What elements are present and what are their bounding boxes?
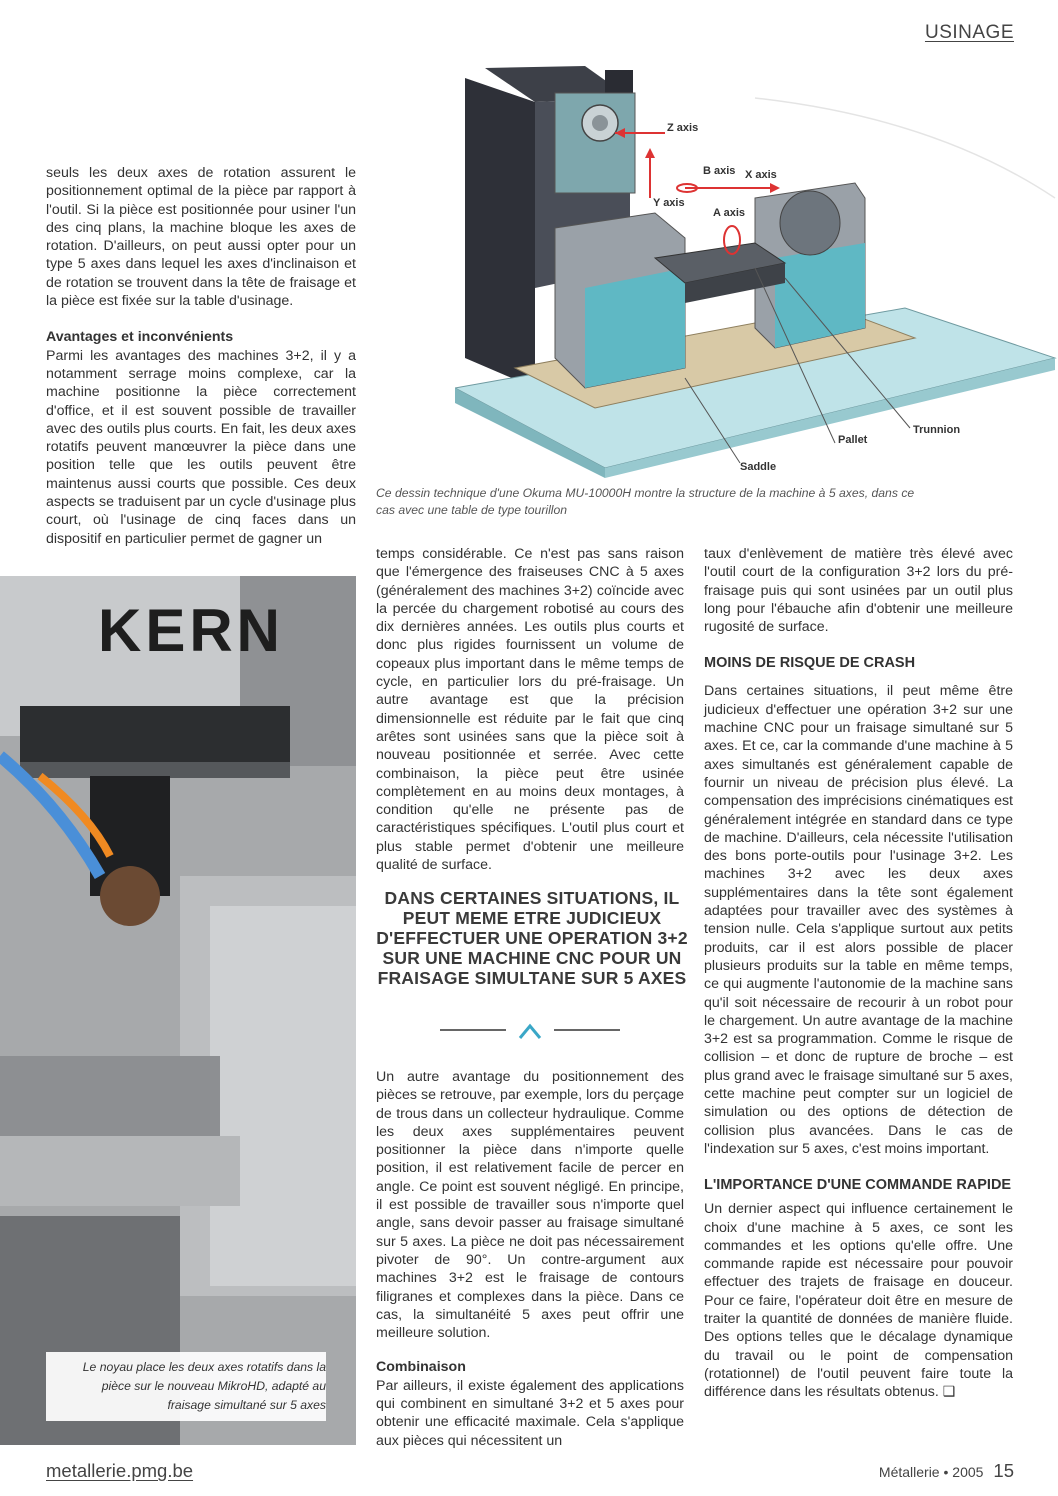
kern-machine-photo <box>0 576 356 1445</box>
end-mark-icon: ❑ <box>942 1384 956 1401</box>
issue-label: Métallerie • 2005 <box>878 1464 984 1480</box>
photo-caption: Le noyau place les deux axes rotatifs dans la pièce sur le nouveau MikroHD, adapté au fraisage simultané sur 5 axes <box>46 1352 326 1421</box>
figure-caption: Ce dessin technique d'une Okuma MU-10000H montre la structure de la machine à 5 axes, dans ce cas avec une table de type tourillon <box>376 486 915 517</box>
section-tag: USINAGE <box>924 22 1014 43</box>
y-axis-label: Y axis <box>653 197 685 209</box>
col3-heading-commande: L'IMPORTANCE D'UNE COMMANDE RAPIDE <box>704 1177 1012 1194</box>
kern-logo: KERN <box>98 597 285 664</box>
col2-subhead: Combinaison <box>376 1359 466 1376</box>
col3-heading-crash: MOINS DE RISQUE DE CRASH <box>704 655 916 672</box>
col2-p3: Par ailleurs, il existe également des applications qui combinent en simultané 3+2 et 5 axes pour obtenir une efficacité maximale. Cela s'applique aux pièces qui nécessitent un <box>376 1377 684 1449</box>
trunnion-label: Trunnion <box>913 424 961 436</box>
pull-quote-divider <box>440 1023 620 1043</box>
x-axis-label: X axis <box>745 169 777 181</box>
column-2-lower <box>376 1068 684 1450</box>
page-number: 15 <box>993 1460 1014 1481</box>
pull-quote: DANS CERTAINES SITUATIONS, IL PEUT MEME ETRE JUDICIEUX D'EFFECTUER UNE OPERATION 3+2 SUR UNE MACHINE CNC POUR UN FRAISAGE SIMULTANE SUR 5 AXES <box>376 888 688 988</box>
col3-p2: Dans certaines situations, il peut même être judicieux d'effectuer une opération 3+2 sur une machine CNC pour un fraisage simultané sur 5 axes. Et ce, car la commande d'une machine à 5 axes simultanés est généralement capable de fournir un niveau de précision plus élevé. La compensation des imprécisions cinématiques est généralement intégrée en standard dans ce type de machine. D'ailleurs, cela nécessite l'utilisation des bons porte-outils pour l'usinage 3+2. Les machines 3+2 avec les deux axes supplémentaires dans la tête sont également adaptées pour travailler avec des systèmes à tension nulle. Cela s'applique surtout aux petits produits, car il est alors possible de placer plusieurs produits sur la table en même temps, ce qui augmente l'autonomie de la machine sans qu'il soit nécessaire de recourir à un robot pour le chargement. Un autre avantage de la machine 3+2 est sa programmation. Comme le risque de collision – et donc de rupture de broche – est plus grand avec le fraisage simultané sur 5 axes, cette machine peut compter sur un logiciel de simulation ou des options de détection de collision plus avancées. Dans le cas de l'indexation sur 5 axes, c'est moins important. <box>704 683 1013 1157</box>
col2-p2: Un autre avantage du positionnement des pièces se retrouve, par exemple, lors du perçage de trous dans un collecteur hydraulique. Comme les deux axes supplémentaires peuvent positionner la pièce dans n'importe quelle position, il est relativement facile de percer en angle. Ce point est souvent négligé. En principe, il est possible de travailler sous n'importe quel angle, sans devoir passer au fraisage simultané sur 5 axes. La pièce ne doit pas nécessairement pivoter de 90°. Un contre-argument aux machines 3+2 est le fraisage de contours filigranes et complexes dans la pièce. Dans ce cas, la simultanéité 5 axes peut offrir une meilleure solution. <box>376 1069 684 1342</box>
col1-intro: seuls les deux axes de rotation assurent le positionnement optimal de la pièce par rapport à l'outil. Si la pièce est positionnée pour usiner l'un des cinq plans, la machine bloque les axes de rotation. D'ailleurs, on peut aussi opter pour un type 5 axes dans lequel les axes d'inclinaison et de rotation se trouvent dans la tête de fraisage et la pièce est fixée sur la table d'usinage. <box>46 165 356 310</box>
col1-subhead: Avantages et inconvénients <box>46 329 234 346</box>
column-2 <box>376 545 684 874</box>
col3-p3: Un dernier aspect qui influence certainement le choix d'une machine à 5 axes, ce sont les commandes et les options qu'elle offre. Une commande rapide est nécessaire pour pouvoir effectuer des trajets de fraisage en douceur. Pour ce faire, l'opérateur doit être en mesure de traiter la quantité de données de manière fluide. Des options telles que le décalage dynamique du travail ou le point de compensation (rotationnel) de l'outil peuvent faire toute la différence dans les résultats obtenus. <box>704 1201 1013 1401</box>
pallet-label: Pallet <box>838 434 868 446</box>
footer-issue <box>879 1460 1014 1482</box>
z-axis-label: Z axis <box>667 122 699 134</box>
a-axis-label: A axis <box>713 207 746 219</box>
column-1 <box>46 164 356 548</box>
machine-diagram <box>455 58 1058 478</box>
column-3 <box>704 545 1013 1401</box>
saddle-label: Saddle <box>740 461 777 473</box>
footer-site-link[interactable]: metallerie.pmg.be <box>46 1460 194 1481</box>
b-axis-label: B axis <box>703 165 736 177</box>
col1-body: Parmi les avantages des machines 3+2, il y a notamment serrage moins complexe, car la machine positionne la pièce correctement d'office, et il est souvent possible de travailler avec des outils plus courts. En fait, les deux axes rotatifs peuvent manœuvrer la pièce dans une position telle que les outils peuvent être maintenus aussi courts que possible. Ces deux aspects se traduisent par un cycle d'usinage plus court, où l'usinage de cinq faces dans un dispositif en particulier permet de gagner un <box>46 347 356 547</box>
col2-p1: temps considérable. Ce n'est pas sans raison que l'émergence des fraiseuses CNC à 5 axes (généralement des machines 3+2) coïncide avec la percée du chargement robotisé au cours des dix dernières années. Les outils plus courts et donc plus rigides fournissent un volume de copeaux plus important dans le même temps de cycle, en particulier lors du pré-fraisage. Un autre avantage est que la précision dimensionnelle est réduite par le fait que cinq arêtes sont usinées sans que la pièce soit à nouveau positionnée et serrée. Avec cette combinaison, la pièce peut être usinée complètement en au moins deux montages, à condition qu'elle ne présente pas de caractéristiques spécifiques. L'outil plus court et plus stable permet d'obtenir une meilleure qualité de surface. <box>376 546 684 874</box>
col3-p1: taux d'enlèvement de matière très élevé avec l'outil court de la configuration 3+2 lors du pré-fraisage puis qui sont usinées par un outil plus long pour l'ébauche afin d'obtenir une meilleure rugosité de surface. <box>704 546 1013 636</box>
